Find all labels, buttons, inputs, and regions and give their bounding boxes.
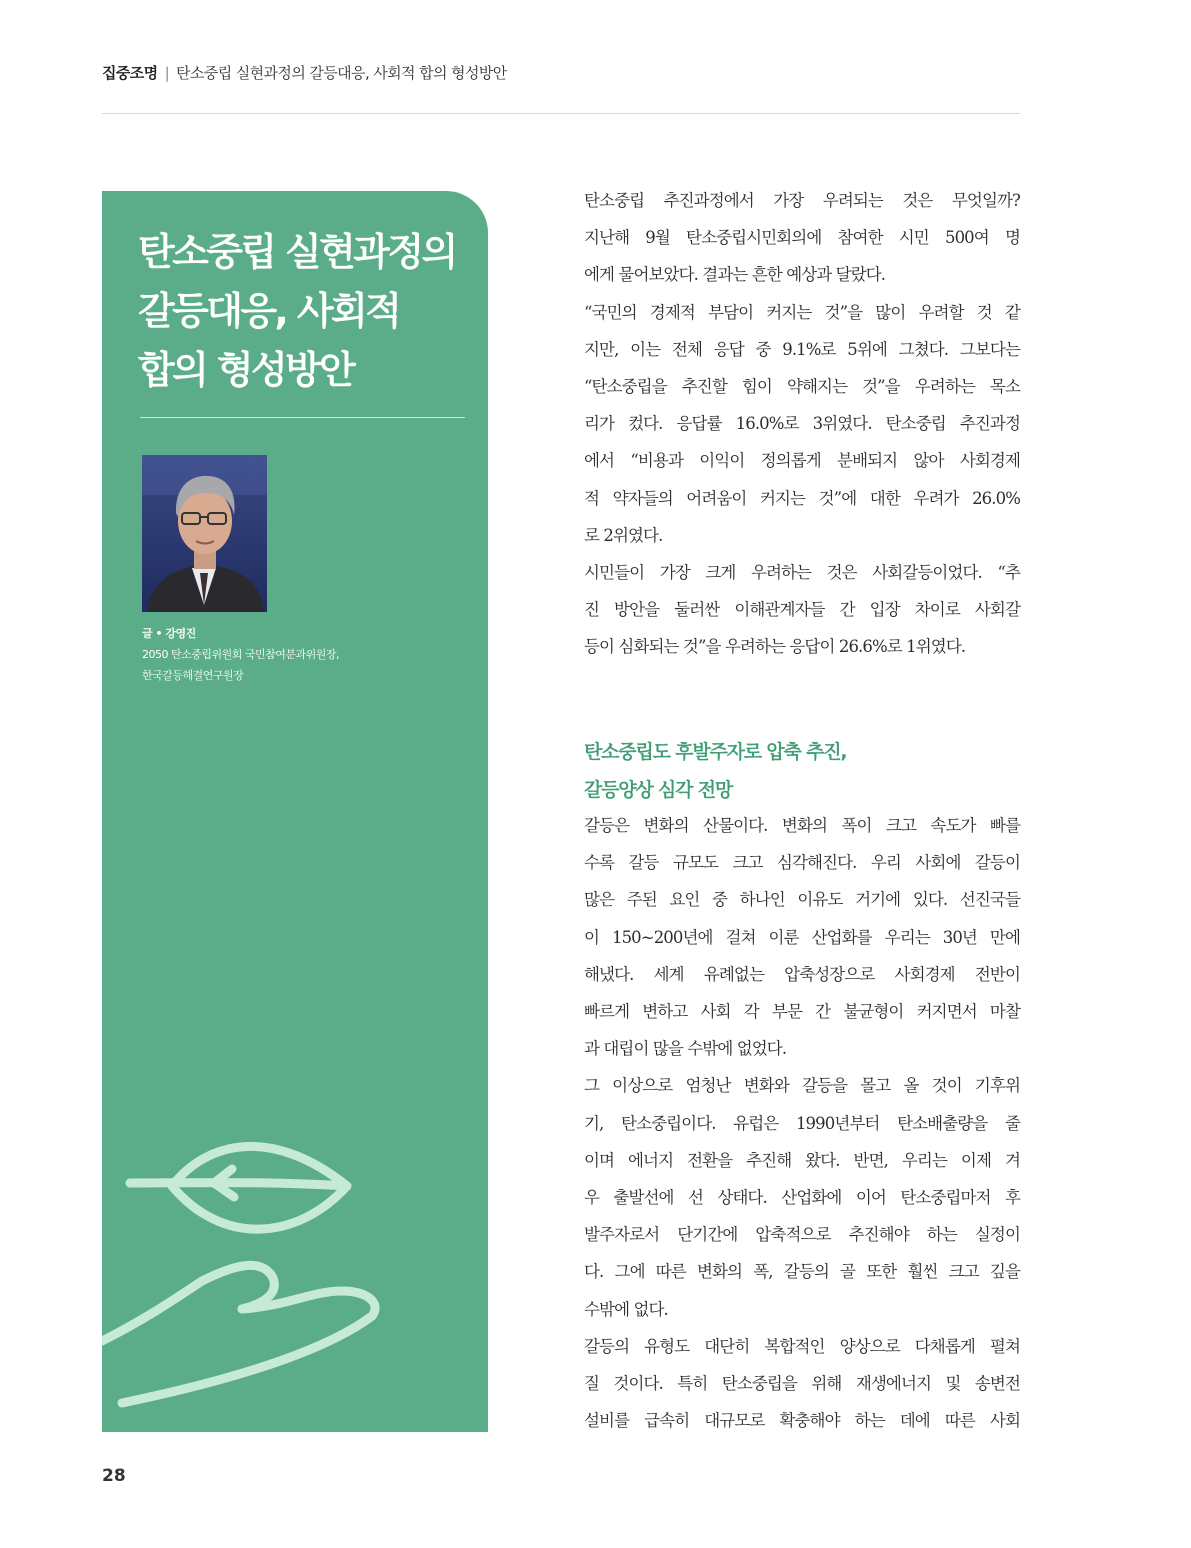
text-line: 로 2위였다.: [584, 525, 663, 545]
text-line: 발주자로서 단기간에 압축적으로 추진해야 하는 실정이: [584, 1225, 1020, 1245]
title-line: 합의 형성방안: [138, 348, 354, 392]
text-line: 지만, 이는 전체 응답 중 9.1%로 5위에 그쳤다. 그보다는: [584, 339, 1020, 359]
text-line: 설비를 급속히 대규모로 확충해야 하는 데에 따른 사회: [584, 1411, 1020, 1431]
title-line: 탄소중립 실현과정의: [138, 230, 456, 274]
text-line: 그 이상으로 엄청난 변화와 갈등을 몰고 올 것이 기후위: [584, 1076, 1020, 1096]
running-header: [102, 62, 1020, 83]
text-line: 리가 컸다. 응답률 16.0%로 3위였다. 탄소중립 추진과정: [584, 414, 1020, 434]
text-line: 다. 그에 따른 변화의 폭, 갈등의 골 또한 훨씬 크고 깊을: [584, 1262, 1020, 1282]
title-line: 갈등대응, 사회적: [138, 289, 400, 333]
author-portrait: [142, 455, 267, 612]
text-line: 과 대립이 많을 수밖에 없었다.: [584, 1039, 787, 1059]
header-separator: |: [164, 64, 170, 82]
text-line: 갈등은 변화의 산물이다. 변화의 폭이 크고 속도가 빠를: [584, 816, 1020, 835]
title-divider: [140, 417, 465, 418]
paragraph: [584, 807, 1020, 1067]
text-line: 기, 탄소중립이다. 유럽은 1990년부터 탄소배출량을 줄: [584, 1113, 1020, 1133]
text-line: “국민의 경제적 부담이 커지는 것”을 많이 우려할 것 같: [584, 302, 1020, 322]
page-number: 28: [102, 1466, 126, 1486]
author-name: 글 • 강영진: [142, 627, 196, 640]
text-line: 수록 갈등 규모도 크고 심각해진다. 우리 사회에 갈등이: [584, 853, 1020, 873]
section-subheading: [584, 733, 1020, 809]
title-panel: [102, 191, 488, 1432]
text-line: 탄소중립 추진과정에서 가장 우려되는 것은 무엇일까?: [584, 191, 1020, 210]
text-line: 등이 심화되는 것”을 우려하는 응답이 26.6%로 1위였다.: [584, 637, 966, 657]
paragraph: [584, 182, 1020, 294]
text-line: 우 출발선에 선 상태다. 산업화에 이어 탄소중립마저 후: [584, 1188, 1020, 1208]
paragraph: [584, 1067, 1020, 1327]
leaf-in-hand-icon: [102, 1131, 488, 1432]
body-column-top: [584, 182, 1020, 666]
text-line: 많은 주된 요인 중 하나인 이유도 거기에 있다. 선진국들: [584, 890, 1020, 910]
text-line: “탄소중립을 추진할 힘이 약해지는 것”을 우려하는 목소: [584, 377, 1020, 397]
paragraph: [584, 1328, 1020, 1440]
article-title: [138, 223, 478, 400]
author-affiliation: 2050 탄소중립위원회 국민참여분과위원장,: [142, 648, 339, 661]
text-line: 빠르게 변하고 사회 각 부문 간 불균형이 커지면서 마찰: [584, 1002, 1020, 1022]
body-column-bottom: [584, 807, 1020, 1439]
text-line: 에서 “비용과 이익이 정의롭게 분배되지 않아 사회경제: [584, 451, 1020, 471]
author-affiliation: 한국갈등해결연구원장: [142, 669, 244, 682]
text-line: 이며 에너지 전환을 추진해 왔다. 반면, 우리는 이제 겨: [584, 1150, 1020, 1170]
text-line: 수밖에 없다.: [584, 1299, 668, 1319]
text-line: 이 150~200년에 걸쳐 이룬 산업화를 우리는 30년 만에: [584, 927, 1020, 947]
subheading-line: 탄소중립도 후발주자로 압축 추진,: [584, 741, 847, 763]
text-line: 에게 물어보았다. 결과는 흔한 예상과 달랐다.: [584, 265, 886, 285]
header-title: 탄소중립 실현과정의 갈등대응, 사회적 합의 형성방안: [176, 64, 507, 82]
text-line: 적 약자들의 어려움이 커지는 것”에 대한 우려가 26.0%: [584, 488, 1020, 508]
text-line: 시민들이 가장 크게 우려하는 것은 사회갈등이었다. “추: [584, 563, 1020, 583]
paragraph: [584, 554, 1020, 666]
text-line: 진 방안을 둘러싼 이해관계자들 간 입장 차이로 사회갈: [584, 600, 1020, 620]
section-label: 집중조명: [102, 64, 158, 82]
subheading-line: 갈등양상 심각 전망: [584, 779, 733, 801]
text-line: 지난해 9월 탄소중립시민회의에 참여한 시민 500여 명: [584, 228, 1020, 248]
author-credit: [142, 623, 472, 686]
text-line: 해냈다. 세계 유례없는 압축성장으로 사회경제 전반이: [584, 964, 1020, 984]
text-line: 질 것이다. 특히 탄소중립을 위해 재생에너지 및 송변전: [584, 1374, 1020, 1394]
header-divider: [102, 113, 1020, 114]
text-line: 갈등의 유형도 대단히 복합적인 양상으로 다채롭게 펼쳐: [584, 1336, 1020, 1356]
paragraph: [584, 294, 1020, 554]
